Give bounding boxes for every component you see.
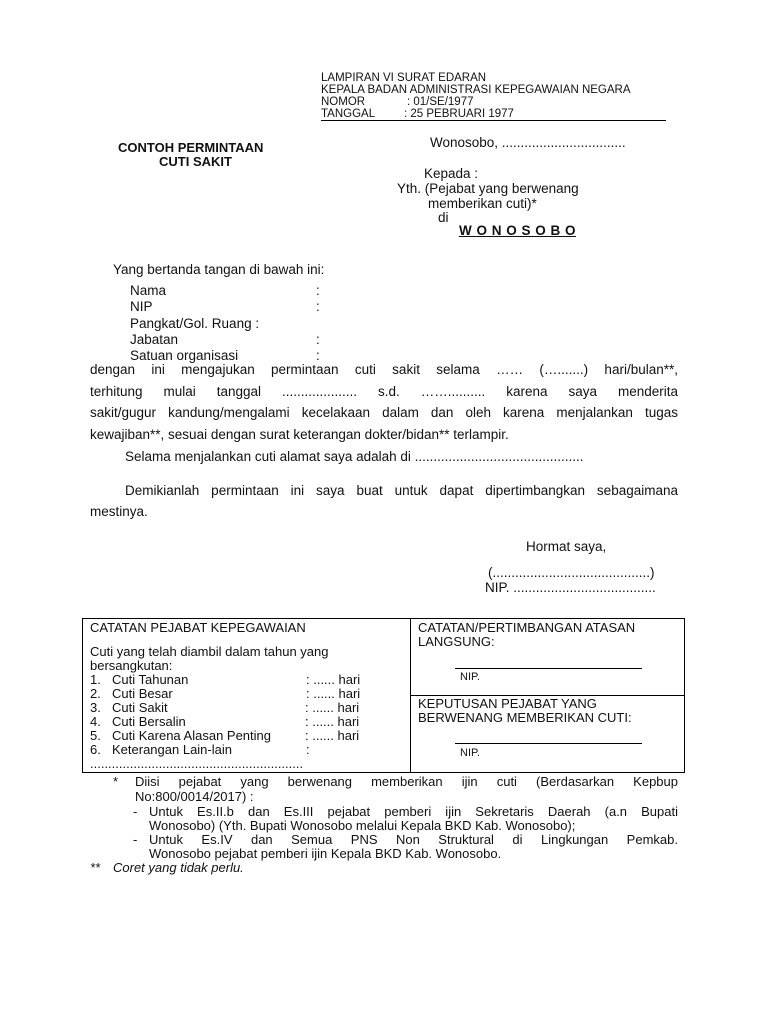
para1-line-2: terhitung mulai tanggal .................... s.d. …….......... karena saya menderita bbox=[90, 384, 678, 399]
place-date: Wonosobo, ................................. bbox=[430, 135, 626, 150]
note-coret: Coret yang tidak perlu. bbox=[113, 860, 244, 875]
table-left-dots: ........................................................... bbox=[90, 756, 304, 771]
note-1-line-1: Diisi pejabat yang berwenang memberikan ijin cuti (Berdasarkan Kepbup bbox=[135, 774, 678, 789]
leave-item-no: 2. bbox=[90, 686, 101, 701]
para3-line-2: mestinya. bbox=[90, 504, 148, 519]
signature-hormat: Hormat saya, bbox=[526, 539, 607, 554]
header-tanggal-label: TANGGAL bbox=[321, 108, 376, 120]
leave-item-no: 1. bbox=[90, 672, 101, 687]
header-line-2: KEPALA BADAN ADMINISTRASI KEPEGAWAIAN NEGARA bbox=[321, 84, 631, 96]
table-left-intro-1: Cuti yang telah diambil dalam tahun yang bbox=[90, 644, 329, 659]
leave-item-label: Cuti Sakit bbox=[112, 700, 168, 715]
note-sub2-line-1: Untuk Es.IV dan Semua PNS Non Struktural di Lingkungan Pemkab. bbox=[149, 832, 678, 847]
header-line-1: LAMPIRAN VI SURAT EDARAN bbox=[321, 72, 487, 84]
para1-line-3: sakit/gugur kandung/mengalami kecelakaan dalam dan oleh karena menjalankan tugas bbox=[90, 405, 678, 420]
note-sub1-line-1: Untuk Es.II.b dan Es.III pejabat pemberi ijin Sekretaris Daerah (a.n Bupati bbox=[149, 804, 678, 819]
leave-item-value: : ...... hari bbox=[305, 700, 360, 715]
leave-item-label: Keterangan Lain-lain bbox=[112, 742, 232, 757]
field-nip-label: NIP bbox=[130, 299, 153, 314]
recipient-yth-1: Yth. (Pejabat yang berwenang bbox=[397, 181, 579, 196]
table-right-top-nip: NIP. bbox=[460, 671, 480, 683]
table-left-title: CATATAN PEJABAT KEPEGAWAIAN bbox=[90, 620, 306, 635]
field-nama-colon: : bbox=[316, 283, 320, 298]
recipient-city: W O N O S O B O bbox=[459, 223, 577, 238]
leave-item-label: Cuti Tahunan bbox=[112, 672, 189, 687]
recipient-yth-2: memberikan cuti)* bbox=[428, 196, 537, 211]
body-intro: Yang bertanda tangan di bawah ini: bbox=[113, 262, 325, 277]
note-star: * bbox=[113, 774, 119, 789]
leave-item-no: 3. bbox=[90, 700, 101, 715]
note-sub2-line-2: Wonosobo pejabat pemberi ijin Kepala BKD Kab. Wonosobo. bbox=[149, 846, 502, 861]
para1-line-4: kewajiban**, sesuai dengan surat keterangan dokter/bidan** terlampir. bbox=[90, 427, 509, 442]
note-double-star: ** bbox=[90, 860, 101, 875]
leave-item-no: 6. bbox=[90, 742, 101, 757]
header-nomor-value: : 01/SE/1977 bbox=[407, 96, 474, 108]
note-dash-1: - bbox=[133, 804, 138, 819]
signature-name: (..........................................) bbox=[488, 565, 655, 580]
leave-item-value: : ...... hari bbox=[305, 714, 360, 729]
para3-line-1: Demikianlah permintaan ini saya buat untuk dapat dipertimbangkan sebagaimana bbox=[125, 483, 678, 498]
note-1-line-2: No:800/0014/2017) : bbox=[135, 789, 254, 804]
header-tanggal-value: : 25 PEBRUARI 1977 bbox=[404, 108, 514, 120]
para2-address: Selama menjalankan cuti alamat saya adalah di ............................................. bbox=[125, 449, 584, 464]
table-right-bottom-title-2: BERWENANG MEMBERIKAN CUTI: bbox=[418, 710, 632, 725]
table-right-bottom-signature-line bbox=[455, 743, 642, 744]
leave-item-no: 5. bbox=[90, 728, 101, 743]
leave-item-no: 4. bbox=[90, 714, 101, 729]
signature-nip: NIP. ...................................... bbox=[485, 580, 656, 595]
field-satuan-colon: : bbox=[316, 348, 320, 363]
leave-item-value: : ...... hari bbox=[306, 686, 361, 701]
para1-line-1: dengan ini mengajukan permintaan cuti sakit selama …… (….......) hari/bulan**, bbox=[90, 362, 678, 377]
leave-item-value: : bbox=[306, 742, 310, 757]
recipient-di: di bbox=[438, 210, 449, 225]
table-left-intro-2: bersangkutan: bbox=[90, 658, 173, 673]
leave-item-label: Cuti Karena Alasan Penting bbox=[112, 728, 271, 743]
leave-item-label: Cuti Besar bbox=[112, 686, 173, 701]
table-right-top-title-2: LANGSUNG: bbox=[418, 634, 495, 649]
table-right-top-signature-line bbox=[455, 668, 642, 669]
header-underline bbox=[321, 120, 666, 121]
table-right-bottom-title-1: KEPUTUSAN PEJABAT YANG bbox=[418, 696, 597, 711]
recipient-kepada: Kepada : bbox=[424, 166, 479, 181]
table-right-bottom-nip: NIP. bbox=[460, 747, 480, 759]
title-line-1: CONTOH PERMINTAAN bbox=[118, 140, 264, 155]
field-nip-colon: : bbox=[316, 299, 320, 314]
header-nomor-label: NOMOR bbox=[321, 96, 366, 108]
field-jabatan-label: Jabatan bbox=[130, 332, 179, 347]
field-satuan-label: Satuan organisasi bbox=[130, 348, 239, 363]
field-jabatan-colon: : bbox=[316, 332, 320, 347]
note-dash-2: - bbox=[133, 832, 138, 847]
field-nama-label: Nama bbox=[130, 283, 167, 298]
title-line-2: CUTI SAKIT bbox=[159, 154, 232, 169]
leave-item-label: Cuti Bersalin bbox=[112, 714, 186, 729]
leave-item-value: : ...... hari bbox=[305, 728, 360, 743]
leave-item-value: : ...... hari bbox=[306, 672, 361, 687]
table-right-top-title-1: CATATAN/PERTIMBANGAN ATASAN bbox=[418, 620, 636, 635]
field-pangkat-label: Pangkat/Gol. Ruang : bbox=[130, 316, 260, 331]
note-sub1-line-2: Wonosobo) (Yth. Bupati Wonosobo melalui Kepala BKD Kab. Wonosobo); bbox=[149, 818, 576, 833]
